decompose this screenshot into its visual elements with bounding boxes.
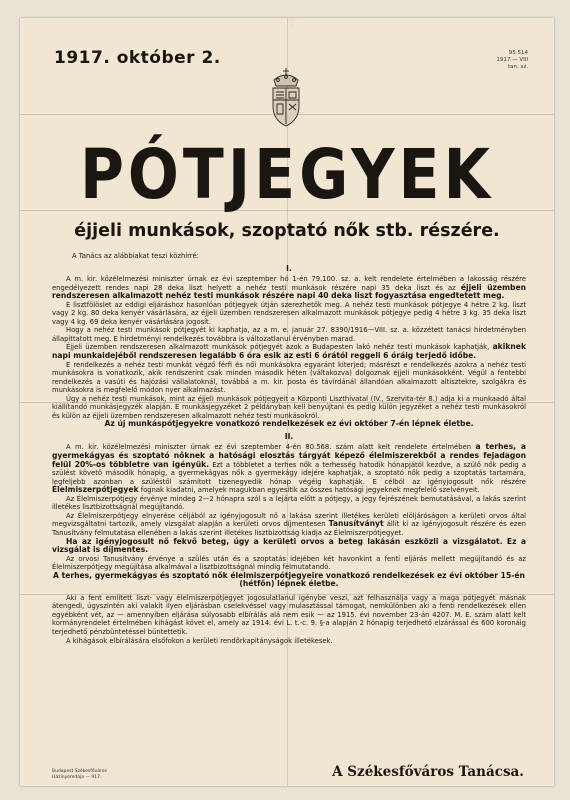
poster-date: 1917. október 2. <box>54 48 221 68</box>
reference-number: 95.514 1917 — VIII tan. sz. <box>496 50 528 70</box>
poster-body <box>52 252 526 645</box>
paragraph: Aki a fent említett liszt- vagy élelmiszerpótjegyet jogosulatlanul igénybe veszi, azt felhasználja vagy a maga pótjegyét másnak átengedi, úgyszintén aki valakit ilyen eljárásban cselekvéssel vagy mulasztással támogat, nemkülönben aki a fenti rendelkezések ellen egyébként vét, az — amennyiben eljárása súlyosabb elbírálás alá nem esik — az 1915. évi november 23-án 4207. M. E. szám alatt kelt kormányrendelet értelmében kihágást követ el, amely az 1914. évi L. t.-c. 9. §-a alapján 2 hónapig terjedhető elzárással és 600 koronáig terjedhető pénzbüntetéssel büntettetik. <box>52 593 526 636</box>
paragraph: Hogy a nehéz testi munkások pótjegyét ki kaphatja, az a m. e. január 27. 8390/1916—VIII. sz. a. közzétett tanácsi hirdetményben állapíttatott meg. E hirdetményi rendelkezés továbbra is változatlanul érvényben marad. <box>52 326 526 343</box>
paragraph: E rendelkezés a nehéz testi munkát végző férfi és női munkásokra egyaránt kiterjed; másrészt e rendelkezés azokra a nehéz testi munkásokra is vonatkozik, akik rendszerint csak minden második héten (váltakozva) dolgoznak éjjeli munkásokként. Végül a fentebbi rendelkezés a vasúti és hajózási vállalatoknál, továbbá a m. kir. posta és távírdánál állandóan alkalmazott altisztekre, szolgákra és munkásokra is megfelelő módon nyer alkalmazást. <box>52 360 526 395</box>
paragraph: Az Élelmiszerpótjegy érvénye mindeg 2—2 hónapra szól s a lejárta előtt a pótjegy, a jegy fejrészének bemutatásával, a lakás szerint illetékes lisztbizottságnál megújítandó. <box>52 494 526 512</box>
section-heading: II. <box>284 431 294 441</box>
poster-sheet <box>20 18 554 786</box>
paragraph: A m. kir. közélelmezési miniszter úrnak ez évi szeptember 4-én 80.568. szám alatt kelt rendelete értelmében a terhes, a gyermekágyas és szoptató nőknek a hatósági elosztás tárgyát képező élelmiszerekből a rendes fejadagon felül 20%-os többletre van igényük. Ezt a többletet a terhes nők a terhesség hatodik hónapjától kezdve, a szülő nők pedig a szülést követő második hónapig, a gyermekágyas nők a gyermekágy idejére kaphatják, a szoptató nők pedig a szoptatás tartamára, legfeljebb azonban a szüléstől számított tizenegyedik hónap végéig kaphatják. E célból az igényjogosult nők részére Élelmiszerpótjegyek fognak kiadatni, amelyek magukban egyesítik az összes hatósági jegyeknek megfelelő szelvényeit. <box>52 442 526 495</box>
signature: A Székesfőváros Tanácsa. <box>332 764 524 780</box>
section-closing: A terhes, gyermekágyas és szoptató nők élelmiszerpótjegyeire vonatkozó rendelkezések ez évi október 15-én (hétfőn) lépnek életbe. <box>53 570 525 589</box>
paragraph: Ha az igényjogosult nő fekvő beteg, úgy a kerületi orvos a beteg lakásán eszközli a vizsgálatot. Ez a vizsgálat is díjmentes. <box>52 536 526 555</box>
poster-subtitle: éjjeli munkások, szoptató nők stb. részére. <box>74 221 500 241</box>
poster-title: PÓTJEGYEK <box>79 134 495 216</box>
paragraph: E lisztfölöslet az eddigi eljáráshoz hasonlóan pótjegyek útján szerezhetők meg. A nehéz testi munkások pótjegye 4 hétre 2 kg. liszt vagy 2 kg. 80 deka kenyér vásárlására, az éjjeli üzemben rendszeresen alkalmazott munkások pótjegye pedig 4 hétre 3 kg. 35 deka liszt vagy 4 kg. 69 deka kenyér vásárlására jogosít. <box>52 300 526 326</box>
printer-mark: Budapest Székesfőváros Házinyomdája — 917. <box>52 769 107 780</box>
paragraph: A kihágások elbírálására elsőfokon a kerületi rendőrkapitányságok illetékesek. <box>66 636 333 645</box>
paragraph: A m. kir. közélelmezési miniszter úrnak ez évi szeptember hó 1-én 79.100. sz. a. kelt rendelete értelmében a lakosság részére engedélyezett rendes napi 28 deka liszt helyett a nehéz testi munkások részére napi 35 deka liszt és az éjjeli üzemben rendszeresen alkalmazott nehéz testi munkások részére napi 40 deka liszt fogyasztása engedtetett meg. <box>52 275 527 301</box>
paragraph: Az orvosi Tanusítvány érvénye a szülés után és a szoptatás idejében két havonkint a fenti eljárás mellett megújítandó és az Élelmiszerpótjegy megújítása alkalmával a lisztbizottságnál mindig felmutatandó. <box>52 554 526 572</box>
paragraph: Úgy a nehéz testi munkások, mint az éjjeli munkások pótjegyeit a Központi Liszthivatal (IV., Szervita-tér 8.) adja ki a munkaadó által kiállítandó munkásjegyzék alapján. E munkásjegyzéket 2 példányban kell benyújtani és pedig külön jegyzéket a nehéz testi munkásokról és külön az éjjeli üzemben rendszeresen alkalmazott nehéz testi munkásokról. <box>52 394 526 420</box>
coat-of-arms-icon <box>264 66 308 130</box>
section-heading: I. <box>286 263 292 273</box>
paragraph: Éjjeli üzemben rendszeresen alkalmazott munkások pótjegyét azok a Budapesten lakó nehéz testi munkások kaphatják, akiknek napi munkaidejéből rendszeresen legalább 6 óra esik az esti 6 órától reggeli 6 óráig terjedő időbe. <box>52 342 526 361</box>
intro-text: A Tanács az alábbiakat teszi közhírré: <box>72 252 199 260</box>
paragraph: Az Élelmiszerpótjegy elnyerése céljából az igényjogosult nő a lakása szerint illetékes kerületi elöljáróságon a kerületi orvos által megvizsgáltatni tartozik, amely vizsgálat alapján a kerületi orvos díjmentesen Tanusítványt állít ki az igényjogosult részére és ezen Tanusítvány felmutatása ellenében a lakás szerint illetékes lisztbizottság kiadja az Élelmiszerpótjegyet. <box>52 511 526 537</box>
section-closing: Az új munkáspótjegyekre vonatkozó rendelkezések ez évi október 7-én lépnek életbe. <box>104 419 474 429</box>
